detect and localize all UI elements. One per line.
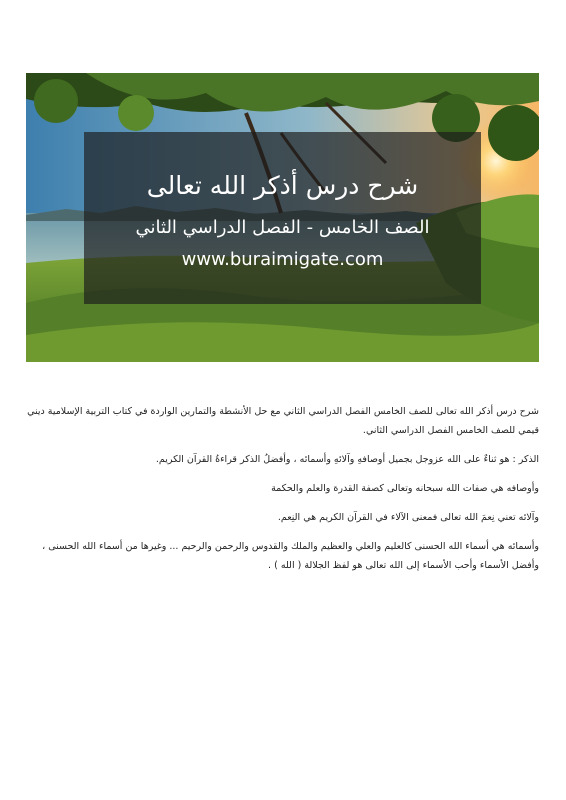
header-banner [26,73,539,362]
paragraph-definition: الذكر : هو ثناءٌ على الله عزوجل بجميل أوصافهِ وآلائهِ وأسمائه ، وأفضلُ الذكر قراءةُ القرآن الكريم. [155,454,539,465]
lesson-content [26,402,539,585]
paragraph-names: وأسمائه هي أسماء الله الحسنى كالعليم والعلي والعظيم والملك والقدوس والرحمن والرحيم ... وغيرها من أسماء الله الحسنى ، وأفضل الأسماء وأحب الأسماء إلى الله تعالى هو لفظ الجلالة ( الله ) . [42,541,539,571]
banner-title: شرح درس أذكر الله تعالى [146,171,419,200]
paragraph-blessings: وآلائه تعني نِعمَ الله تعالى فمعنى الآلاء في القرآن الكريم هي النِعم. [277,512,539,523]
paragraph-intro: شرح درس أذكر الله تعالى للصف الخامس الفصل الدراسي الثاني مع حل الأنشطة والتمارين الواردة في كتاب التربية الإسلامية ديني قيمي للصف الخامس الفصل الدراسي الثاني. [27,406,539,436]
title-overlay [84,132,481,304]
banner-subtitle: الصف الخامس - الفصل الدراسي الثاني [135,217,430,238]
banner-website: www.buraimigate.com [181,249,384,270]
paragraph-attributes: وأوصافه هي صفات الله سبحانه وتعالى كصفة القدرة والعلم والحكمة [271,483,539,494]
